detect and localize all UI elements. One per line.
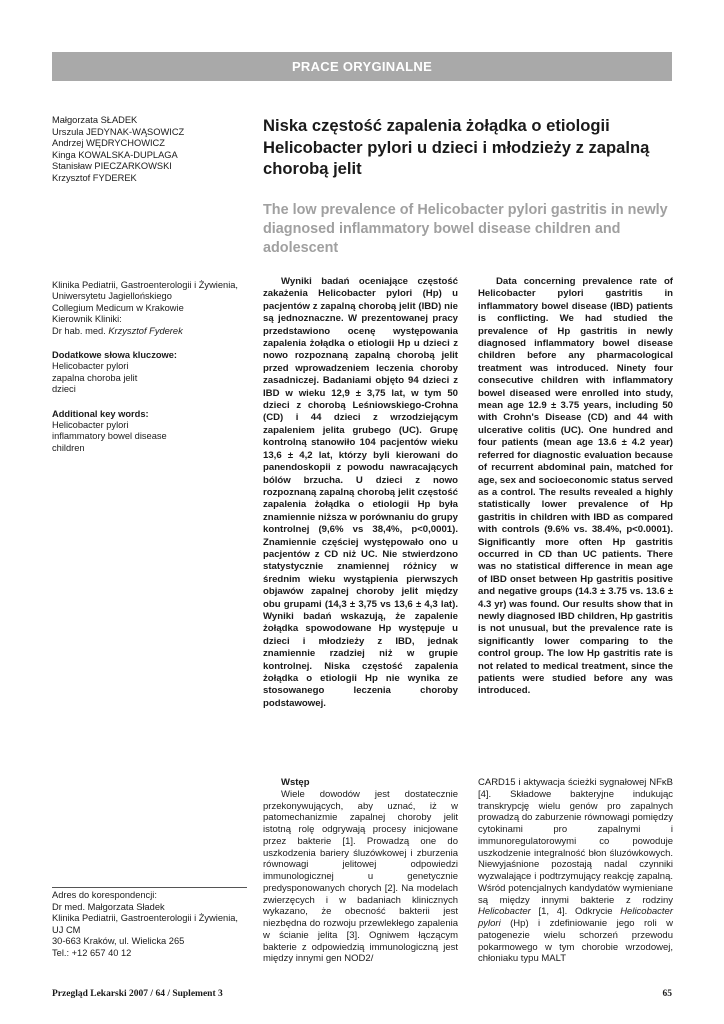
correspondence-line: UJ CM (52, 924, 81, 935)
abstract-polish: Wyniki badań oceniające częstość zakażenia Helicobacter pylori (Hp) u pacjentów z zapalną chorobą jelit (IBD) nie są jednoznaczne. W prezentowanej pracy przedstawiono ocenę występowania zapalenia żołądka o etiologii Hp u dzieci z nowo rozpoznaną zapalną chorobą jelit przed wprowadzeniem leczenia choroby zasadniczej. Badaniami objęto 94 dzieci z IBD w wieku 12,9 ± 3,75 lat, w tym 50 dzieci z chorobą Leśniowskiego-Crohna (CD) i 44 dzieci z wrzodziejącym zapaleniem jelita grubego (UC). Grupę kontrolną stanowiło 104 pacjentów wieku 13,6 ± 4,2 lat, którzy byli kierowani do panendoskopii z powodu nawracających bólów brzucha. U dzieci z nowo rozpoznaną zapalną chorobą jelit częstość zapalenia żołądka o etiologii Hp była znamiennie niższa w porównaniu do grupy kontrolnej (9,6% vs 38,4%, p<0,0001). Znamiennie częściej występowało ono u pacjentów z CD niż UC. Nie stwierdzono statystycznie znamiennej różnicy w średnim wieku wystąpienia pierwszych objawów zapalnej choroby jelit między obu grupami (14,3 ± 3,75 vs 13,6 ± 4,3 lat). Wyniki badań wskazują, że zapalenie żołądka spowodowane Hp występuje u dzieci i młodzieży z IBD, jednak znamiennie rzadziej niż w grupie kontrolnej. Niska częstość zapalenia żołądka o etiologii Hp nie wynika ze stosowanego leczenia choroby podstawowej. (263, 276, 458, 709)
affiliation-line: Collegium Medicum w Krakowie (52, 302, 184, 313)
body-paragraph (478, 777, 673, 965)
correspondence-line: Klinika Pediatrii, Gastroenterologii i Żywienia, (52, 913, 239, 924)
body-text: [1, 4]. Odkrycie (530, 906, 621, 918)
keyword-item: inflammatory bowel disease (52, 431, 167, 442)
affiliation (52, 280, 257, 337)
keyword-item: dzieci (52, 384, 76, 395)
section-banner: PRACE ORYGINALNE (52, 52, 672, 81)
author-name: Stanisław PIECZARKOWSKI (52, 161, 172, 172)
keywords-heading: Additional key words: (52, 408, 149, 419)
author-name: Andrzej WĘDRYCHOWICZ (52, 138, 165, 149)
section-heading: Wstęp (281, 777, 310, 788)
correspondence-line: Adres do korespondencji: (52, 890, 157, 900)
article-title-english: The low prevalence of Helicobacter pylori gastritis in newly diagnosed inflammatory bowel disease children and adolescent (263, 202, 668, 257)
correspondence-address (52, 890, 262, 960)
keywords-english (52, 409, 257, 455)
keywords-polish (52, 350, 257, 396)
body-text-italic: Helicobacter pylori (478, 906, 673, 929)
correspondence-line: Dr med. Małgorzata Sładek (52, 901, 165, 912)
affiliation-head-name: Krzysztof Fyderek (108, 325, 183, 336)
introduction-column-1 (263, 777, 458, 965)
journal-citation: Przegląd Lekarski 2007 / 64 / Suplement 3 (52, 989, 223, 999)
author-name: Krzysztof FYDEREK (52, 172, 137, 183)
abstract-english: Data concerning prevalence rate of Helicobacter pylori gastritis in inflammatory bowel disease (IBD) patients is conflicting. We had studied the prevalence of Hp gastritis in newly diagnosed inflammatory bowel disease children before any pharmacological treatment was introduced. Ninety four consecutive children with inflammatory bowel diseased were enrolled into study, mean age 12.9 ± 3.75 years, including 50 with Crohn's Disease (CD) and 44 with ulcerative colitis (UC). One hundred and four patients (mean age 13.6 ± 4.2 year) referred for diagnostic evaluation because of recurrent abdominal pain, matched for age, sex and socioeconomic status served as a control. The results revealed a highly statistically lower prevalence of Hp gastritis in children with IBD as compared with controls (9.6% vs. 38.4%, p<0.0001). Significantly more often Hp gastritis occurred in CD than UC patients. There was no statistical difference in mean age of IBD onset between Hp gastritis positive and negative groups (14.3 ± 3.75 vs. 13.6 ± 4.3 yr) was found. Our results show that in newly diagnosed IBD children, Hp gastritis is not unusual, but the prevalence rate is significantly lower comparing to the control group. The low Hp gastritis rate is not related to medical treatment, since the patients were studied before any was introduced. (478, 276, 673, 697)
affiliation-title: Dr hab. med. (52, 325, 109, 336)
affiliation-line: Kierownik Kliniki: (52, 314, 122, 325)
author-name: Małgorzata SŁADEK (52, 115, 138, 125)
keyword-item: Helicobacter pylori (52, 420, 129, 431)
body-text-italic: Helicobacter (478, 906, 531, 918)
article-title-polish: Niska częstość zapalenia żołądka o etiologii Helicobacter pylori u dzieci i młodzieży z zapalną chorobą jelit (263, 116, 650, 178)
page-number: 65 (662, 989, 672, 999)
author-name: Urszula JEDYNAK-WĄSOWICZ (52, 126, 185, 137)
author-name: Kinga KOWALSKA-DUPLAGA (52, 149, 178, 160)
correspondence-line: Tel.: +12 657 40 12 (52, 947, 132, 958)
keyword-item: zapalna choroba jelit (52, 372, 138, 383)
body-paragraph: Wiele dowodów jest dostatecznie przekonywujących, aby uznać, iż w patomechanizmie zapalnej choroby jelit istotną rolę odgrywają procesy inicjowane przez bakterie [1]. Prowadzą one do uszkodzenia bariery śluzówkowej i zburzenia równowagi jelitowej odpowiedzi immunologicznej u genetycznie predysponowanych chorych [2]. Na modelach zwierzęcych i w badaniach klinicznych wykazano, że obecność bakterii jest niezbędna do rozwoju przewlekłego zapalenia w ścianie jelita [3]. Ogniwem łączącym bakterie z odpowiedzią immunologiczną jest między innymi gen NOD2/ (263, 788, 458, 965)
affiliation-line: Uniwersytetu Jagiellońskiego (52, 291, 172, 302)
affiliation-head (52, 326, 257, 337)
affiliation-line: Klinika Pediatrii, Gastroenterologii i Żywienia, (52, 280, 239, 290)
divider (52, 887, 247, 888)
body-text: (Hp) i zdefiniowanie jego roli w patogenezie wielu schorzeń przewodu pokarmowego w tym chorobie wrzodowej, chłoniaku typu MALT (478, 918, 673, 965)
sidebar-info (52, 280, 257, 467)
keyword-item: Helicobacter pylori (52, 361, 129, 372)
introduction-column-2 (478, 777, 673, 965)
keyword-item: children (52, 442, 85, 453)
correspondence-line: 30-663 Kraków, ul. Wielicka 265 (52, 936, 185, 947)
body-text: CARD15 i aktywacja ścieżki sygnałowej NFκB [4]. Składowe bakteryjne indukując transkrypcję wielu genów pro zapalnych prowadzą do zaburzenie równowagi pomiędzy cytokinami pro zapalnymi i immunoregulatorowymi co powoduje uszkodzenie integralność błon śluzówkowych. Niewyjaśnione pozostają nadal czynniki wyzwalające i podtrzymujący reakcję zapalną. Wśród potencjalnych kandydatów wymieniane są między innymi bakterie z rodziny (478, 777, 673, 906)
author-list (52, 115, 252, 185)
keywords-heading: Dodatkowe słowa kluczowe: (52, 350, 178, 361)
